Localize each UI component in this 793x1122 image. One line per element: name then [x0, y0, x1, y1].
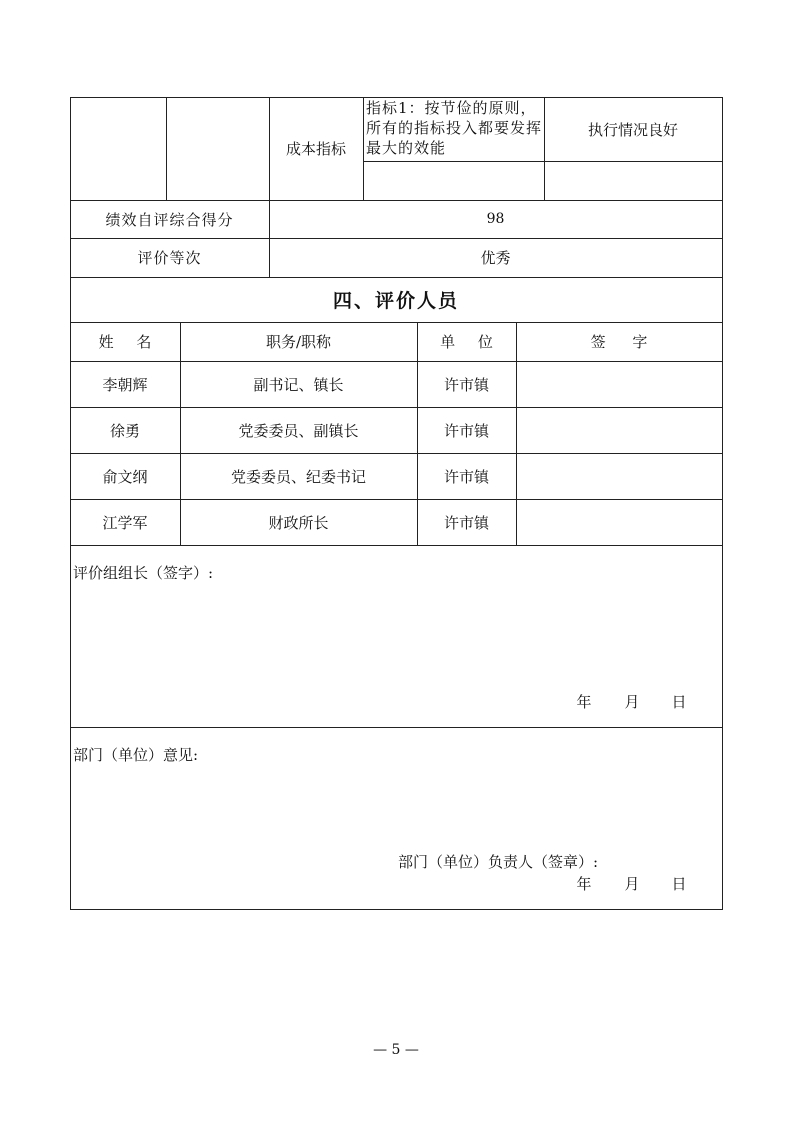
person-name: 江学军: [102, 513, 148, 532]
grade-label: 评价等次: [137, 249, 202, 267]
col-line: [363, 97, 364, 200]
person-unit: 许市镇: [443, 375, 489, 394]
header-unit: 单 位: [440, 333, 493, 351]
dept-opinion-label: 部门（单位）意见:: [73, 745, 199, 764]
person-unit: 许市镇: [443, 513, 489, 532]
person-title: 党委委员、副镇长: [238, 421, 359, 440]
self-score-label: 绩效自评综合得分: [105, 210, 234, 229]
header-signature: 签 字: [590, 333, 648, 351]
dept-date-month: 月: [624, 874, 640, 893]
person-unit: 许市镇: [443, 467, 489, 486]
col-line: [722, 97, 723, 909]
row-line: [363, 161, 723, 162]
header-title: 职务/职称: [265, 333, 332, 351]
person-signature[interactable]: [516, 453, 722, 499]
person-name: 李朝辉: [102, 375, 148, 394]
person-name: 徐勇: [109, 421, 140, 440]
grade-value: 优秀: [480, 249, 511, 267]
cost-indicator-category: 成本指标: [285, 140, 346, 158]
self-score-value: 98: [486, 211, 505, 227]
leader-date-year: 年: [576, 692, 592, 711]
person-title: 党委委员、纪委书记: [230, 467, 366, 486]
dept-opinion-area[interactable]: [74, 772, 719, 847]
person-title: 副书记、镇长: [253, 375, 344, 394]
dept-signer-label: 部门（单位）负责人（签章）:: [398, 852, 599, 871]
row-line: [70, 545, 723, 546]
person-unit: 许市镇: [443, 421, 489, 440]
col-line: [166, 97, 167, 200]
cost-indicator-result: 执行情况良好: [587, 120, 678, 139]
leader-date-day: 日: [671, 692, 687, 711]
header-name: 姓 名: [98, 333, 152, 351]
dept-date-day: 日: [671, 874, 687, 893]
person-signature[interactable]: [516, 499, 722, 545]
person-signature[interactable]: [516, 361, 722, 407]
row-line: [70, 909, 723, 910]
person-name: 俞文纲: [102, 467, 148, 486]
person-signature[interactable]: [516, 407, 722, 453]
cost-indicator-text: 指标1：按节俭的原则，所有的指标投入都要发挥最大的效能: [366, 99, 543, 157]
leader-signature-label: 评价组组长（签字）:: [73, 563, 214, 582]
dept-date-year: 年: [576, 874, 592, 893]
page-number: — 5 —: [373, 1042, 419, 1058]
person-title: 财政所长: [268, 513, 329, 532]
leader-date-month: 月: [624, 692, 640, 711]
section-title: 四、评价人员: [332, 290, 459, 312]
row-line: [70, 727, 723, 728]
